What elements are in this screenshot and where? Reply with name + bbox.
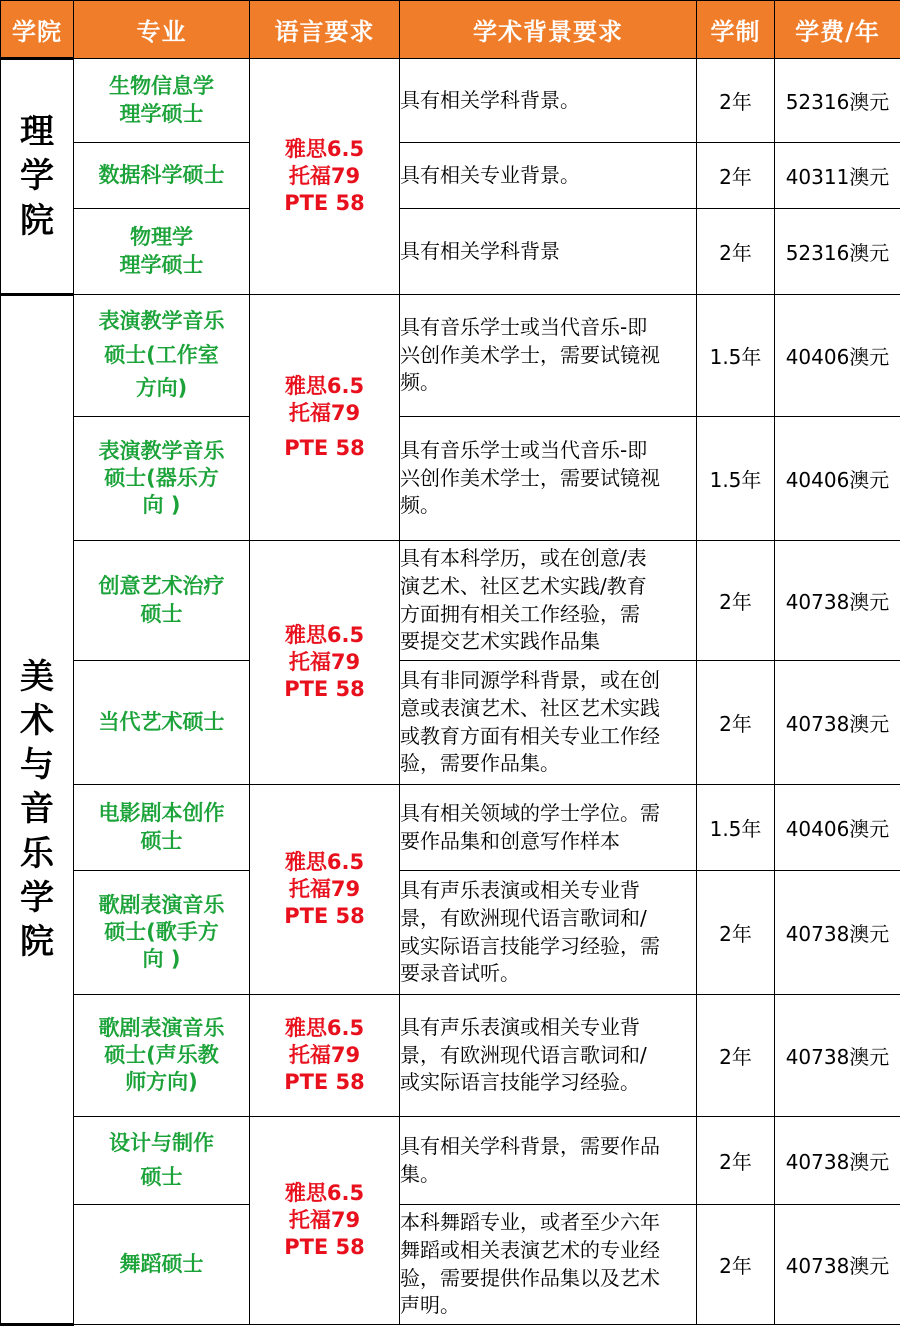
header-fee: 学费/年 [775, 1, 900, 59]
text-line: 具有非同源学科背景，或在创 [400, 667, 696, 695]
header-major: 专业 [74, 1, 250, 59]
background-cell [400, 59, 697, 143]
text-line: 声明。 [400, 1292, 696, 1320]
text-line: 具有声乐表演或相关专业背 [400, 877, 696, 905]
text-line: 频。 [400, 369, 696, 397]
language-cell [250, 59, 400, 295]
text-line: 托福79 [250, 876, 399, 903]
college-science: 理学院 [1, 59, 74, 295]
text-line: 或实际语言技能学习经验，需 [400, 933, 696, 961]
text-line: 景，有欧洲现代语言歌词和/ [400, 905, 696, 933]
text-line: 理学硕士 [74, 252, 249, 279]
table-row [1, 871, 900, 995]
background-cell [400, 295, 697, 417]
language-cell [250, 995, 400, 1117]
background-cell [400, 1117, 697, 1205]
background-cell [400, 541, 697, 661]
text-line: 雅思6.5 [250, 1180, 399, 1207]
duration-cell: 1.5年 [697, 295, 775, 417]
duration-cell: 2年 [697, 541, 775, 661]
background-cell [400, 785, 697, 871]
text-line: 具有声乐表演或相关专业背 [400, 1014, 696, 1042]
background-cell [400, 1205, 697, 1325]
text-line: 表演教学音乐 [74, 305, 249, 339]
duration-cell: 2年 [697, 995, 775, 1117]
fee-cell: 40738澳元 [775, 661, 900, 785]
text-line: 设计与制作 [74, 1127, 249, 1161]
major-cell [74, 209, 250, 295]
text-line: 硕士 [74, 601, 249, 628]
fee-cell: 40406澳元 [775, 295, 900, 417]
fee-cell: 40406澳元 [775, 417, 900, 541]
text-line: PTE 58 [250, 435, 399, 462]
text-line: 托福79 [250, 1042, 399, 1069]
text-line: 硕士(声乐教 [74, 1042, 249, 1069]
table-row [1, 143, 900, 209]
text-line: 托福79 [250, 1207, 399, 1234]
table-row [1, 661, 900, 785]
duration-cell: 2年 [697, 1117, 775, 1205]
text-line: 具有相关学科背景 [400, 238, 696, 266]
text-line: 要作品集和创意写作样本 [400, 828, 696, 856]
header-row [1, 1, 900, 59]
text-line: 具有音乐学士或当代音乐-即 [400, 437, 696, 465]
text-line: 雅思6.5 [250, 136, 399, 163]
background-cell [400, 417, 697, 541]
text-line: 本科舞蹈专业，或者至少六年 [400, 1209, 696, 1237]
fee-cell: 40738澳元 [775, 541, 900, 661]
major-cell [74, 59, 250, 143]
major-cell [74, 295, 250, 417]
text-line: 数据科学硕士 [74, 162, 249, 189]
major-cell [74, 143, 250, 209]
major-cell [74, 995, 250, 1117]
table-row [1, 417, 900, 541]
major-cell [74, 1205, 250, 1325]
background-cell [400, 995, 697, 1117]
text-line: 频。 [400, 492, 696, 520]
duration-cell: 2年 [697, 59, 775, 143]
text-line: 验，需要作品集。 [400, 750, 696, 778]
duration-cell: 1.5年 [697, 785, 775, 871]
text-line: 雅思6.5 [250, 1015, 399, 1042]
duration-cell: 2年 [697, 871, 775, 995]
text-line: 硕士(工作室 [74, 339, 249, 373]
text-line: 创意艺术治疗 [74, 573, 249, 600]
text-line: 向 ) [74, 946, 249, 973]
college-arts-music: 美术与音乐学院 [1, 295, 74, 1325]
text-line: PTE 58 [250, 676, 399, 703]
text-line: 方面拥有相关工作经验，需 [400, 601, 696, 629]
text-line: 歌剧表演音乐 [74, 892, 249, 919]
text-line: 雅思6.5 [250, 622, 399, 649]
text-line: 表演教学音乐 [74, 438, 249, 465]
text-line: 硕士 [74, 1161, 249, 1195]
text-line: 具有相关领域的学士学位。需 [400, 800, 696, 828]
text-line: PTE 58 [250, 190, 399, 217]
table-row [1, 1205, 900, 1325]
duration-cell: 2年 [697, 209, 775, 295]
text-line: 当代艺术硕士 [74, 709, 249, 736]
major-cell [74, 417, 250, 541]
fee-cell: 40738澳元 [775, 995, 900, 1117]
language-cell [250, 541, 400, 785]
background-cell [400, 661, 697, 785]
background-cell [400, 143, 697, 209]
text-line: 硕士(歌手方 [74, 919, 249, 946]
language-cell [250, 785, 400, 995]
text-line: 歌剧表演音乐 [74, 1015, 249, 1042]
text-line: PTE 58 [250, 1069, 399, 1096]
text-line: 舞蹈或相关表演艺术的专业经 [400, 1237, 696, 1265]
language-cell [250, 295, 400, 541]
text-line: 或实际语言技能学习经验。 [400, 1069, 696, 1097]
duration-cell: 2年 [697, 661, 775, 785]
fee-cell: 40738澳元 [775, 1205, 900, 1325]
text-line: 托福79 [250, 649, 399, 676]
table-row [1, 295, 900, 417]
header-background: 学术背景要求 [400, 1, 697, 59]
text-line: 集。 [400, 1161, 696, 1189]
duration-cell: 2年 [697, 143, 775, 209]
table-row [1, 541, 900, 661]
major-cell [74, 661, 250, 785]
text-line: 具有音乐学士或当代音乐-即 [400, 314, 696, 342]
text-line: 托福79 [250, 163, 399, 190]
text-line: 具有相关专业背景。 [400, 162, 696, 190]
text-line: 雅思6.5 [250, 849, 399, 876]
text-line [250, 427, 399, 435]
table-row [1, 785, 900, 871]
text-line: 托福79 [250, 400, 399, 427]
header-college: 学院 [1, 1, 74, 59]
fee-cell: 40406澳元 [775, 785, 900, 871]
text-line: 景，有欧洲现代语言歌词和/ [400, 1042, 696, 1070]
table-row [1, 995, 900, 1117]
language-cell [250, 1117, 400, 1325]
fee-cell: 40738澳元 [775, 871, 900, 995]
major-cell [74, 785, 250, 871]
fee-cell: 40311澳元 [775, 143, 900, 209]
text-line: 具有本科学历，或在创意/表 [400, 545, 696, 573]
text-line: 向 ) [74, 492, 249, 519]
major-cell [74, 541, 250, 661]
text-line: 方向) [74, 372, 249, 406]
text-line: 要提交艺术实践作品集 [400, 628, 696, 656]
fee-cell: 40738澳元 [775, 1117, 900, 1205]
fee-cell: 52316澳元 [775, 59, 900, 143]
text-line: 电影剧本创作 [74, 800, 249, 827]
text-line: PTE 58 [250, 903, 399, 930]
major-cell [74, 1117, 250, 1205]
fee-cell: 52316澳元 [775, 209, 900, 295]
text-line: 物理学 [74, 224, 249, 251]
text-line: PTE 58 [250, 1234, 399, 1261]
header-duration: 学制 [697, 1, 775, 59]
text-line: 意或表演艺术、社区艺术实践 [400, 695, 696, 723]
text-line: 验，需要提供作品集以及艺术 [400, 1265, 696, 1293]
text-line: 理学硕士 [74, 101, 249, 128]
text-line: 生物信息学 [74, 73, 249, 100]
text-line: 雅思6.5 [250, 373, 399, 400]
text-line: 具有相关学科背景，需要作品 [400, 1133, 696, 1161]
duration-cell: 2年 [697, 1205, 775, 1325]
text-line: 兴创作美术学士，需要试镜视 [400, 465, 696, 493]
text-line: 师方向) [74, 1069, 249, 1096]
text-line: 演艺术、社区艺术实践/教育 [400, 573, 696, 601]
text-line: 兴创作美术学士，需要试镜视 [400, 342, 696, 370]
text-line: 硕士(器乐方 [74, 465, 249, 492]
table-row [1, 59, 900, 143]
table-row [1, 1117, 900, 1205]
duration-cell: 1.5年 [697, 417, 775, 541]
background-cell [400, 209, 697, 295]
text-line: 具有相关学科背景。 [400, 87, 696, 115]
table-row [1, 209, 900, 295]
header-language: 语言要求 [250, 1, 400, 59]
major-cell [74, 871, 250, 995]
background-cell [400, 871, 697, 995]
text-line: 要录音试听。 [400, 960, 696, 988]
text-line: 或教育方面有相关专业工作经 [400, 723, 696, 751]
text-line: 舞蹈硕士 [74, 1251, 249, 1278]
text-line: 硕士 [74, 828, 249, 855]
